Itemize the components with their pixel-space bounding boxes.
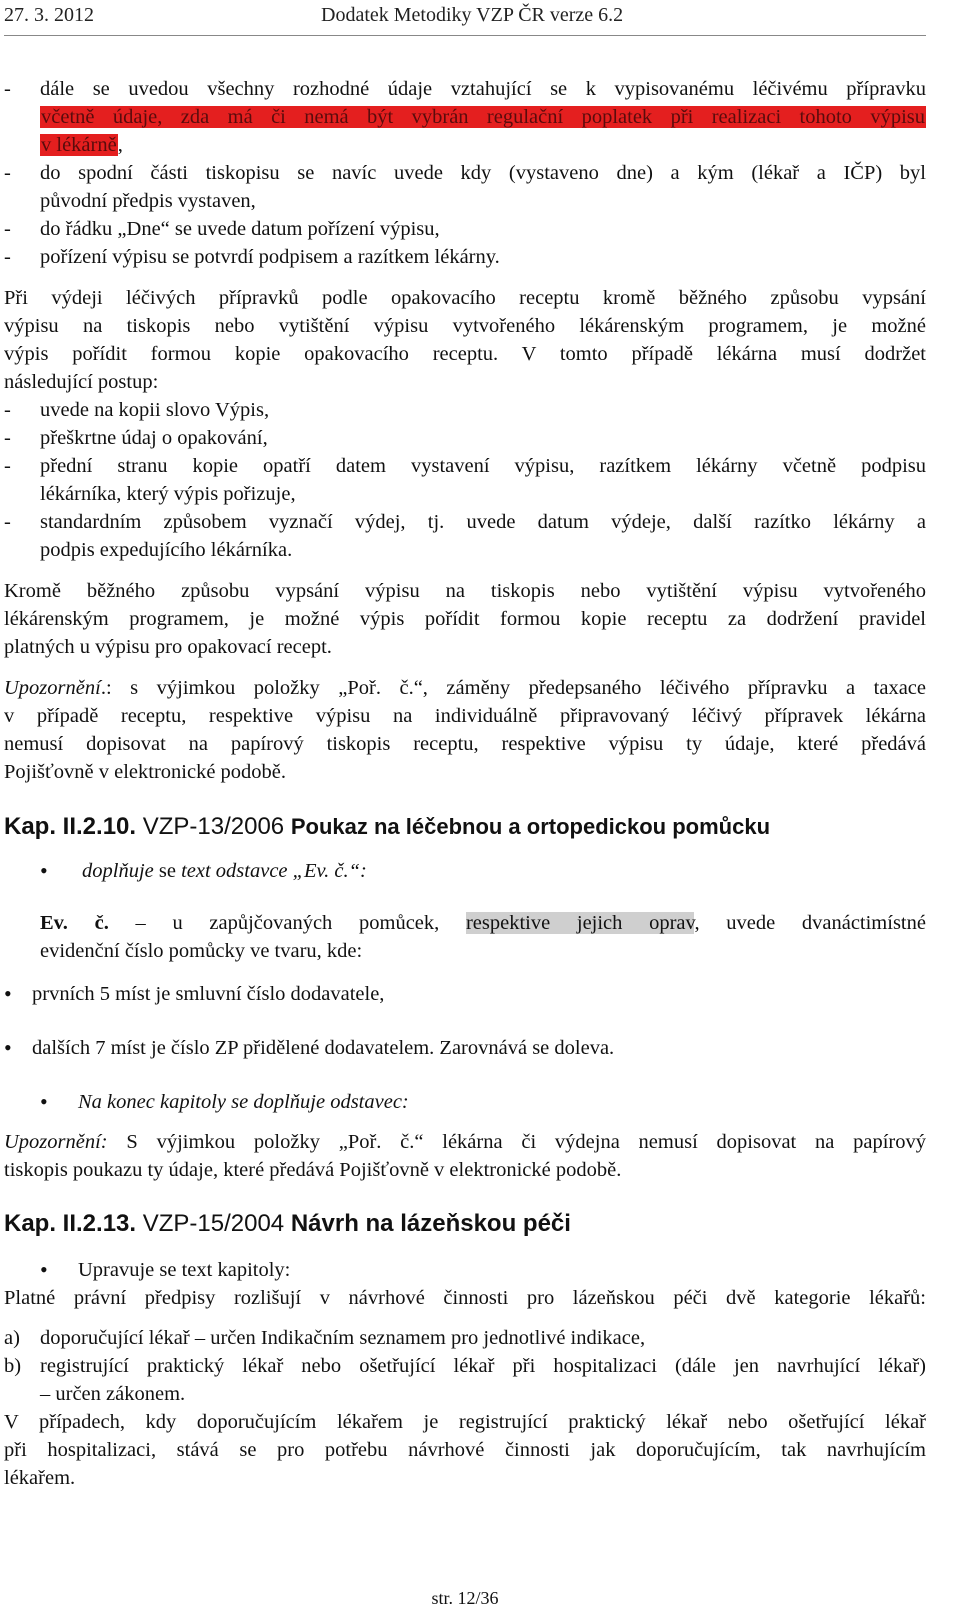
bullet-marker: •: [40, 858, 48, 883]
lettered-item: registrující praktický lékař nebo ošetřující lékař při hospitalizaci (dále jen navrhující lékař): [40, 1355, 926, 1377]
paragraph-line: Při výdeji léčivých přípravků podle opakovacího receptu kromě běžného způsobu vypsání: [4, 287, 926, 309]
paragraph-line: při hospitalizaci, stává se pro potřebu návrhové činnosti jak doporučujícím, tak navrhujícím: [4, 1439, 926, 1461]
plain-text: se: [153, 860, 182, 882]
lettered-item: doporučující lékař – určen Indikačním seznamem pro jednotlivé indikace,: [40, 1327, 646, 1349]
paragraph-line: [4, 676, 926, 700]
list-item: uvede na kopii slovo Výpis,: [40, 399, 270, 421]
lettered-item-continuation: – určen zákonem.: [40, 1383, 186, 1405]
chapter-heading-2-13: [4, 1209, 571, 1239]
chapter-title: Návrh na lázeňskou péči: [290, 1210, 571, 1237]
paragraph-line: v případě receptu, respektive výpisu na individuálně připravovaný léčivý přípravek lékárna: [4, 705, 926, 727]
list-item: dále se uvedou všechny rozhodné údaje vztahující se k vypisovanému léčivému přípravku: [40, 78, 926, 100]
dash-marker: -: [4, 246, 11, 268]
note-label: Upozornění:: [4, 1131, 108, 1153]
paragraph-line: výpisu na tiskopis nebo vytištění výpisu vytvořeného lékárenským programem, je možné: [4, 315, 926, 337]
list-item: standardním způsobem vyznačí výdej, tj. uvede datum výdeje, další razítko lékárny a: [40, 511, 926, 533]
italic-text: doplňuje: [82, 860, 154, 882]
chapter-number: Kap. II.2.13.: [4, 1210, 137, 1237]
header-title: Dodatek Metodiky VZP ČR verze 6.2: [321, 4, 624, 26]
ev-cislo-line-2: evidenční číslo pomůcky ve tvaru, kde:: [40, 940, 363, 962]
chapter-heading-2-10: [4, 812, 770, 842]
bullet-marker: •: [40, 1257, 48, 1282]
paragraph-line: lékařem.: [4, 1467, 76, 1489]
paragraph-upozorneni-2: [4, 1130, 926, 1154]
bullet-item: dalších 7 míst je číslo ZP přidělené dodavatelem. Zarovnává se doleva.: [32, 1037, 615, 1059]
red-highlight: včetně údaje, zda má či nemá být vybrán regulační poplatek při realizaci tohoto výpisu: [41, 106, 925, 128]
bullet-marker: •: [40, 1089, 48, 1114]
dash-marker: -: [4, 399, 11, 421]
paragraph-line: platných u výpisu pro opakovací recept.: [4, 636, 332, 658]
dash-marker: -: [4, 162, 11, 184]
bullet-item: prvních 5 míst je smluvní číslo dodavatele,: [32, 983, 385, 1005]
paragraph-line: Pojišťovně v elektronické podobě.: [4, 761, 287, 783]
paragraph-line: tiskopis poukazu ty údaje, které předává Pojišťovně v elektronické podobě.: [4, 1159, 622, 1181]
list-item-continuation: lékárníka, který výpis pořizuje,: [40, 483, 296, 505]
note-label: Upozornění: [4, 677, 101, 699]
page-number: str. 12/36: [431, 1588, 499, 1608]
list-item-continuation: podpis expedujícího lékárníka.: [40, 539, 293, 561]
list-item: pořízení výpisu se potvrdí podpisem a razítkem lékárny.: [40, 246, 500, 268]
paragraph-line: V případech, kdy doporučujícím lékařem je registrující praktický lékař nebo ošetřující lékař: [4, 1411, 926, 1433]
bullet-marker: •: [4, 981, 12, 1006]
red-highlight: v lékárně: [41, 134, 117, 156]
italic-text: text odstavce „Ev. č.“:: [181, 860, 367, 882]
plain-text: – u zapůjčovaných pomůcek,: [108, 912, 466, 934]
header-date: 27. 3. 2012: [4, 4, 94, 26]
paragraph-line: následující postup:: [4, 371, 159, 393]
note-text: S výjimkou položky „Poř. č.“ lékárna či výdejna nemusí dopisovat na papírový: [107, 1131, 926, 1153]
bullet-item: Na konec kapitoly se doplňuje odstavec:: [78, 1091, 409, 1113]
bullet-marker: •: [4, 1035, 12, 1060]
list-item-continuation: [40, 133, 123, 157]
dash-marker: -: [4, 218, 11, 240]
chapter-code: VZP-15/2004: [136, 1210, 291, 1237]
ev-label: Ev. č.: [40, 912, 109, 934]
header-rule: [4, 35, 926, 36]
chapter-code: VZP-13/2006: [136, 813, 291, 840]
list-item: přeškrtne údaj o opakování,: [40, 427, 268, 449]
dash-marker: -: [4, 455, 11, 477]
bullet-item: Upravuje se text kapitoly:: [78, 1259, 291, 1281]
chapter-title: Poukaz na léčebnou a ortopedickou pomůcku: [290, 814, 771, 839]
list-item: do spodní části tiskopisu se navíc uvede kdy (vystaveno dne) a kým (lékař a IČP) byl: [40, 162, 926, 184]
list-item: do řádku „Dne“ se uvede datum pořízení výpisu,: [40, 218, 440, 240]
paragraph-line: nemusí dopisovat na papírový tiskopis receptu, respektive výpisu ty údaje, které předává: [4, 733, 926, 755]
list-item-continuation: původní předpis vystaven,: [40, 190, 256, 212]
dash-marker: -: [4, 427, 11, 449]
chapter-number: Kap. II.2.10.: [4, 813, 137, 840]
list-label: a): [4, 1327, 20, 1349]
ev-cislo-line: [40, 911, 926, 935]
grey-highlight: respektive jejich oprav: [465, 912, 695, 934]
bullet-item: [82, 859, 367, 883]
page-header: [4, 2, 926, 32]
note-text: .: s výjimkou položky „Poř. č.“, záměny předepsaného léčivého přípravku a taxace: [100, 677, 926, 699]
dash-marker: -: [4, 78, 11, 100]
plain-text: , uvede dvanáctimístné: [694, 912, 926, 934]
paragraph-line: Platné právní předpisy rozlišují v návrhové činnosti pro lázeňskou péči dvě kategorie lékařů:: [4, 1287, 926, 1309]
list-label: b): [4, 1355, 22, 1377]
paragraph-line: Kromě běžného způsobu vypsání výpisu na tiskopis nebo vytištění výpisu vytvořeného: [4, 580, 926, 602]
dash-marker: -: [4, 511, 11, 533]
paragraph-line: lékárenským programem, je možné výpis pořídit formou kopie receptu za dodržení pravidel: [4, 608, 926, 630]
paragraph-line: výpis pořídit formou kopie opakovacího receptu. V tomto případě lékárna musí dodržet: [4, 343, 926, 365]
punctuation: ,: [117, 134, 123, 156]
list-item-continuation: [40, 105, 926, 129]
list-item: přední stranu kopie opatří datem vystavení výpisu, razítkem lékárny včetně podpisu: [40, 455, 926, 477]
